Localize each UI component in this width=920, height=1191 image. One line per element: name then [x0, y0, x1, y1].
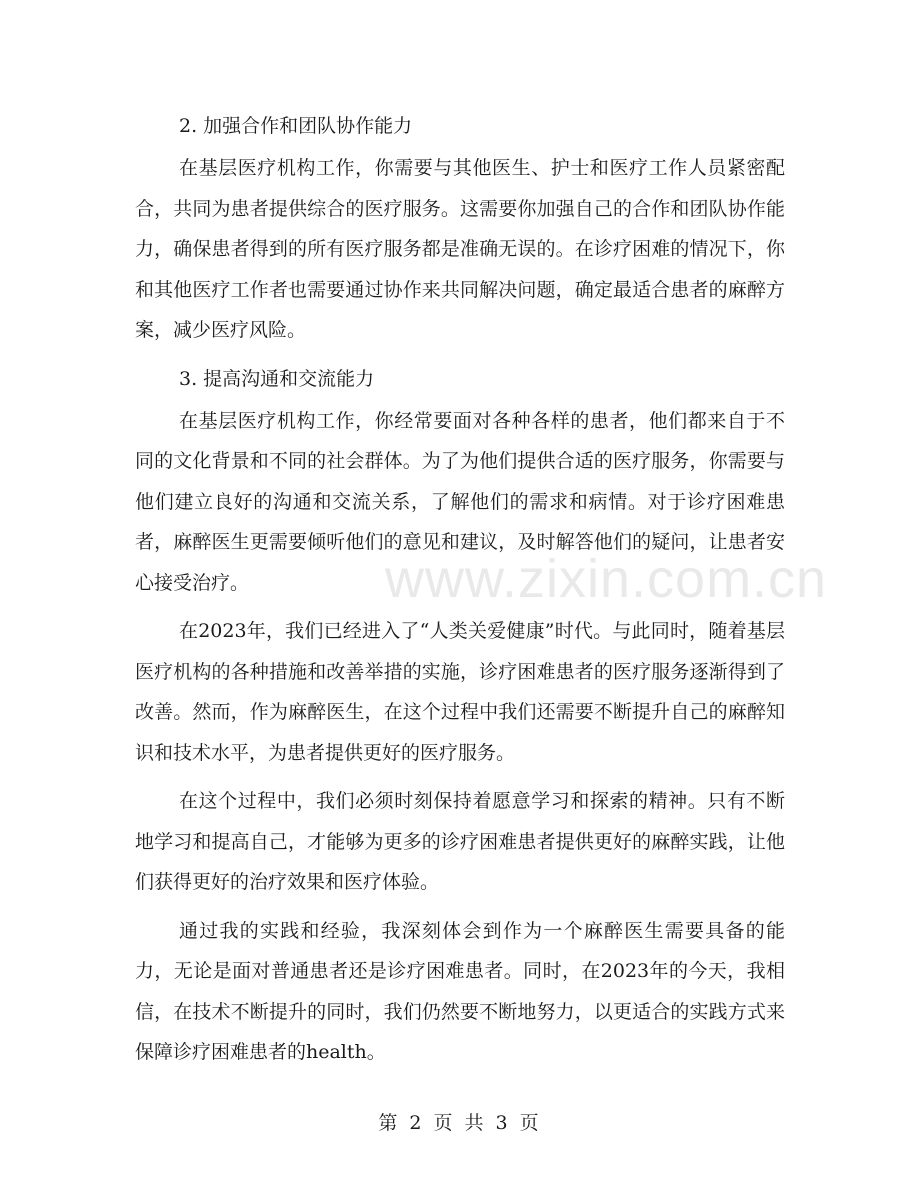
section-3-paragraph: 在基层医疗机构工作，你经常要面对各种各样的患者，他们都来自于不同的文化背景和不同的社会群体。为了为他们提供合适的医疗服务，你需要与他们建立良好的沟通和交流关系，了解他们的需求和病情。对于诊疗困难患者，麻醉医生更需要倾听他们的意见和建议，及时解答他们的疑问，让患者安心接受治疗。 [135, 409, 785, 594]
page-number-footer: 第 2 页 共 3 页 [378, 1112, 542, 1134]
paragraph-conclusion: 通过我的实践和经验，我深刻体会到作为一个麻醉医生需要具备的能力，无论是面对普通患者还是诊疗困难患者。同时，在2023年的今天，我相信，在技术不断提升的同时，我们仍然要不断地努力，以更适合的实践方式来保障诊疗困难患者的health。 [135, 919, 785, 1063]
section-2-paragraph: 在基层医疗机构工作，你需要与其他医生、护士和医疗工作人员紧密配合，共同为患者提供综合的医疗服务。这需要你加强自己的合作和团队协作能力，确保患者得到的所有医疗服务都是准确无误的。在诊疗困难的情况下，你和其他医疗工作者也需要通过协作来共同解决问题，确定最适合患者的麻醉方案，减少医疗风险。 [135, 157, 785, 341]
section-3-heading: 3. 提高沟通和交流能力 [179, 367, 375, 390]
paragraph-2023: 在2023年，我们已经进入了“人类关爱健康”时代。与此同时，随着基层医疗机构的各种措施和改善举措的实施，诊疗困难患者的医疗服务逐渐得到了改善。然而，作为麻醉医生，在这个过程中我们还需要不断提升自己的麻醉知识和技术水平，为患者提供更好的医疗服务。 [135, 620, 785, 764]
document-body [135, 106, 785, 1081]
paragraph-learning: 在这个过程中，我们必须时刻保持着愿意学习和探索的精神。只有不断地学习和提高自己，才能够为更多的诊疗困难患者提供更好的麻醉实践，让他们获得更好的治疗效果和医疗体验。 [135, 790, 785, 893]
watermark: www.zixin.com.cn [385, 549, 828, 609]
section-2-heading: 2. 加强合作和团队协作能力 [179, 115, 413, 137]
